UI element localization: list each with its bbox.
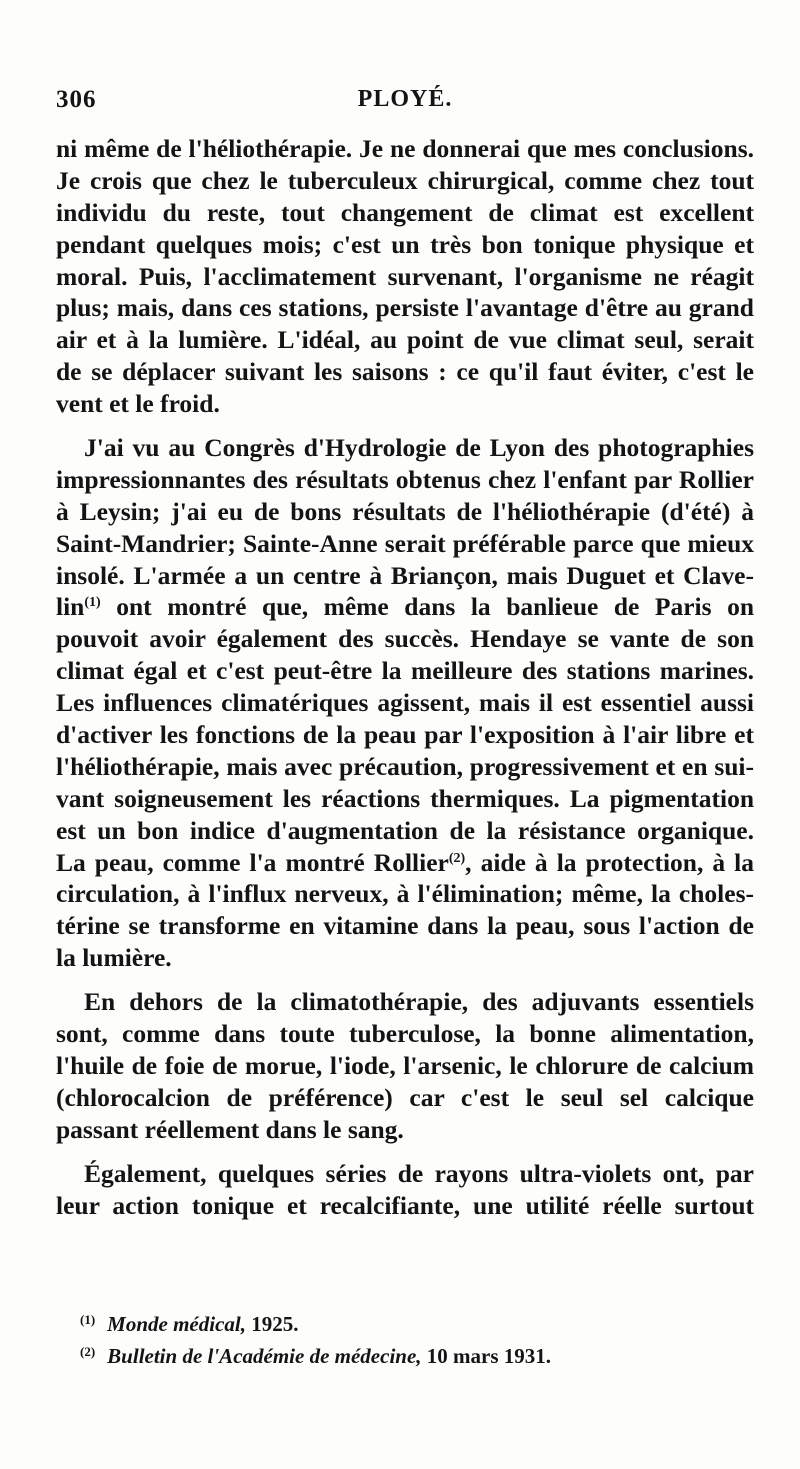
body-text [56,133,754,1221]
text-line: la lumière. [56,943,172,973]
text-line [56,847,754,879]
text-fragment: lin [56,592,85,622]
text-line: climat égal et c'est peut-être la meilleure des stations marines. [56,656,754,686]
text-line [56,591,754,623]
text-line: l'héliothérapie, mais avec précaution, progressivement et en sui- [56,751,754,781]
text-line: vant soigneusement les réactions thermiques. La pigmentation [56,783,754,813]
paragraph [56,133,754,420]
text-fragment: , aide à la protection, à la [465,847,754,877]
footnote-mark: (2) [80,1344,96,1359]
text-fragment: La peau, comme l'a montré Rollier [56,847,449,877]
page-header [56,86,754,126]
text-line: leur action tonique et recalcifiante, une utilité réelle surtout [56,1190,754,1220]
footnote-title: Monde médical, [107,1312,246,1336]
text-line: pendant quelques mois; c'est un très bon tonique physique et [56,229,754,259]
text-line: passant réellement dans le sang. [56,1114,404,1144]
paragraph [56,432,754,974]
footnotes [80,1306,740,1370]
text-line: est un bon indice d'augmentation de la résistance organique. [56,815,754,845]
footnote-text: 1925. [246,1312,299,1336]
running-head: PLOYÉ. [357,86,453,112]
text-line: Les influences climatériques agissent, mais il est essentiel aussi [56,688,754,718]
text-line: moral. Puis, l'acclimatement survenant, l'organisme ne réagit [56,261,754,291]
footnote [80,1306,740,1338]
text-line: à Leysin; j'ai eu de bons résultats de l'héliothérapie (d'été) à [56,496,754,526]
text-line: individu du reste, tout changement de climat est excellent [56,197,754,227]
text-line: sont, comme dans toute tuberculose, la bonne alimentation, [56,1019,754,1049]
page-number: 306 [56,86,97,113]
footnote-ref: (2) [448,850,466,866]
footnote [80,1338,740,1370]
text-line: J'ai vu au Congrès d'Hydrologie de Lyon des photographies [84,433,754,463]
text-line: ni même de l'héliothérapie. Je ne donnerai que mes conclusions. [56,134,754,163]
text-line: (chlorocalcion de préférence) car c'est le seul sel calcique [56,1082,754,1112]
text-line: vent et le froid. [56,389,220,419]
text-line: circulation, à l'influx nerveux, à l'élimination; même, la choles- [56,879,754,909]
text-fragment: ont montré que, même dans la banlieue de Paris on [116,592,755,622]
text-line: En dehors de la climatothérapie, des adjuvants essentiels [84,987,754,1017]
text-line: l'huile de foie de morue, l'iode, l'arsenic, le chlorure de calcium [56,1050,754,1080]
footnote-title: Bulletin de l'Académie de médecine, [107,1344,422,1368]
text-line: air et à la lumière. L'idéal, au point de vue climat seul, serait [56,325,754,355]
text-line: insolé. L'armée a un centre à Briançon, mais Duguet et Clave- [56,560,754,590]
footnote-mark: (1) [80,1312,96,1327]
text-line: plus; mais, dans ces stations, persiste l'avantage d'être au grand [56,293,754,323]
text-line: Également, quelques séries de rayons ultra-violets ont, par [84,1158,754,1188]
footnote-text: 10 mars 1931. [421,1344,552,1368]
text-line: pouvoit avoir également des succès. Hendaye se vante de son [56,624,754,654]
paragraph [56,986,754,1145]
text-line: d'activer les fonctions de la peau par l'exposition à l'air libre et [56,720,754,750]
text-line: térine se transforme en vitamine dans la peau, sous l'action de [56,911,754,941]
text-line: impressionnantes des résultats obtenus chez l'enfant par Rollier [56,464,754,494]
text-line: Je crois que chez le tuberculeux chirurgical, comme chez tout [56,165,754,195]
footnote-ref: (1) [84,595,101,611]
text-line: Saint-Mandrier; Sainte-Anne serait préférable parce que mieux [56,528,754,558]
text-line: de se déplacer suivant les saisons : ce qu'il faut éviter, c'est le [56,357,754,387]
paragraph [56,1158,754,1222]
